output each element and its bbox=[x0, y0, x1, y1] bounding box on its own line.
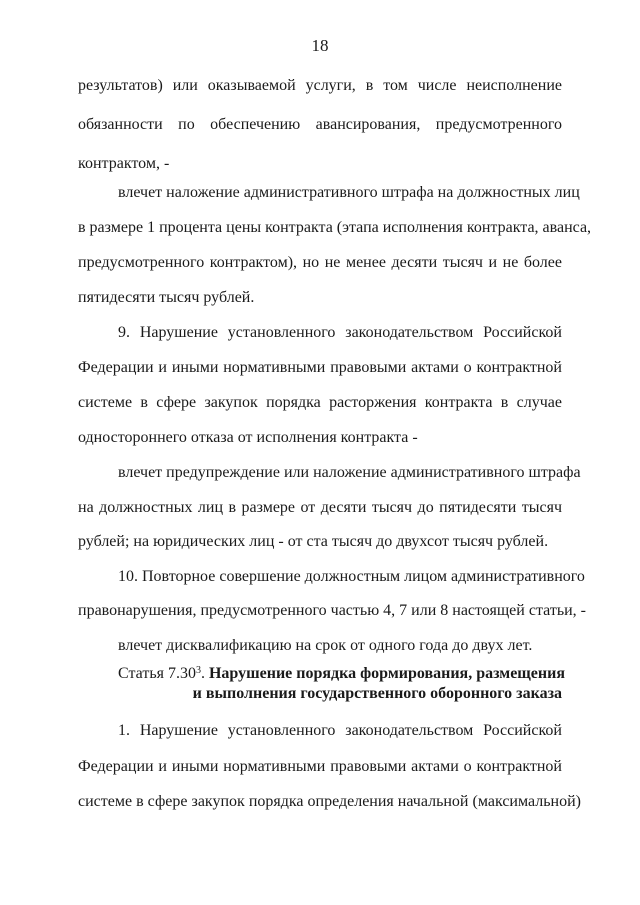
text-line: 1. Нарушение установленного законодательством Российской bbox=[118, 722, 562, 739]
text-line: системе в сфере закупок порядка определения начальной (максимальной) bbox=[78, 793, 581, 810]
text-line: правонарушения, предусмотренного частью 4, 7 или 8 настоящей статьи, - bbox=[78, 602, 586, 619]
text-line: системе в сфере закупок порядка расторжения контракта в случае bbox=[78, 394, 562, 411]
text-line: 9. Нарушение установленного законодательством Российской bbox=[118, 324, 562, 341]
article-heading: Статья 7.30$^3$. Нарушение порядка формирования, размещения bbox=[118, 665, 565, 682]
page-number: 18 bbox=[311, 36, 329, 55]
text-line: на должностных лиц в размере от десяти тысяч до пятидесяти тысяч bbox=[78, 499, 562, 516]
text-line: рублей; на юридических лиц - от ста тысяч до двухсот тысяч рублей. bbox=[78, 533, 549, 550]
text-line: в размере 1 процента цены контракта (этапа исполнения контракта, аванса, bbox=[78, 219, 592, 236]
article-title-line1: Нарушение порядка формирования, размещения bbox=[208, 665, 565, 682]
text-line: влечет дисквалификацию на срок от одного года до двух лет. bbox=[118, 637, 533, 654]
article-title-line2: и выполнения государственного оборонного заказа bbox=[192, 685, 562, 702]
text-line: контрактом, - bbox=[78, 155, 170, 172]
article-number: Статья 7.30 bbox=[118, 665, 196, 682]
text-line: пятидесяти тысяч рублей. bbox=[78, 289, 255, 306]
text-line: влечет наложение административного штрафа на должностных лиц bbox=[118, 184, 580, 201]
text-line: Федерации и иными нормативными правовыми актами о контрактной bbox=[78, 359, 562, 376]
text-line: одностороннего отказа от исполнения контракта - bbox=[78, 429, 418, 446]
article-superscript: 3 bbox=[195, 665, 201, 676]
text-line: Федерации и иными нормативными правовыми актами о контрактной bbox=[78, 758, 562, 775]
text-line: 10. Повторное совершение должностным лицом административного bbox=[118, 568, 585, 585]
text-line: результатов) или оказываемой услуги, в том числе неисполнение bbox=[78, 77, 562, 94]
text-line: предусмотренного контрактом), но не менее десяти тысяч и не более bbox=[78, 254, 562, 271]
text-line: влечет предупреждение или наложение административного штрафа bbox=[118, 464, 581, 481]
text-line: обязанности по обеспечению авансирования, предусмотренного bbox=[78, 116, 562, 133]
